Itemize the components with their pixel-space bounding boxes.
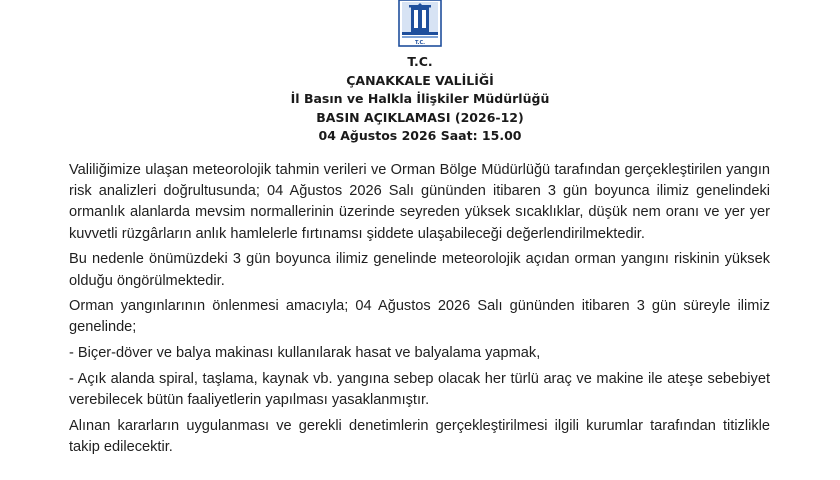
- governorship-logo: [398, 0, 442, 48]
- svg-text:T.C.: T.C.: [414, 40, 426, 46]
- header-directorate: İl Basın ve Halkla İlişkiler Müdürlüğü: [290, 91, 550, 107]
- list-item: - Açık alanda spiral, taşlama, kaynak vb. yangına sebep olacak her türlü araç ve makine ile ateşe sebebiyet verebilecek bütün faaliyetlerin yapılması yasaklanmıştır.: [69, 370, 770, 409]
- document-header: [0, 53, 840, 146]
- paragraph-3: Orman yangınlarının önlenmesi amacıyla; 04 Ağustos 2026 Salı gününden itibaren 3 gün süreyle ilimiz genelinde;: [69, 298, 770, 336]
- header-governorship: ÇANAKKALE VALİLİĞİ: [346, 72, 494, 88]
- tower-emblem-icon: [398, 0, 442, 48]
- header-date-time: 04 Ağustos 2026 Saat: 15.00: [318, 128, 522, 144]
- list-item: - Biçer-döver ve balya makinası kullanılarak hasat ve balyalama yapmak,: [69, 345, 541, 362]
- paragraph-4: Alınan kararların uygulanması ve gerekli denetimlerin gerçekleştirilmesi ilgili kurumlar tarafından titizlikle takip edilecektir.: [69, 417, 770, 455]
- header-tc: T.C.: [407, 54, 433, 69]
- document-body: [69, 160, 770, 463]
- paragraph-2: Bu nedenle önümüzdeki 3 gün boyunca ilimiz genelinde meteorolojik açıdan orman yangını riskinin yüksek olduğu öngörülmektedir.: [69, 251, 770, 289]
- header-release-number: BASIN AÇIKLAMASI (2026-12): [316, 109, 524, 125]
- paragraph-1: Valiliğimize ulaşan meteorolojik tahmin verileri ve Orman Bölge Müdürlüğü tarafından gerçekleştirilen yangın risk analizleri doğrultusunda; 04 Ağustos 2026 Salı gününden itibaren 3 gün boyunca ilimiz genelindeki ormanlık alanlarda mevsim normallerinin üzerinde seyreden yüksek sıcaklıklar, düşük nem oranı ve yer yer kuvvetli rüzgârların anlık hamlelerle fırtınamsı şiddete ulaşabileceği değerlendirilmektedir.: [69, 162, 770, 242]
